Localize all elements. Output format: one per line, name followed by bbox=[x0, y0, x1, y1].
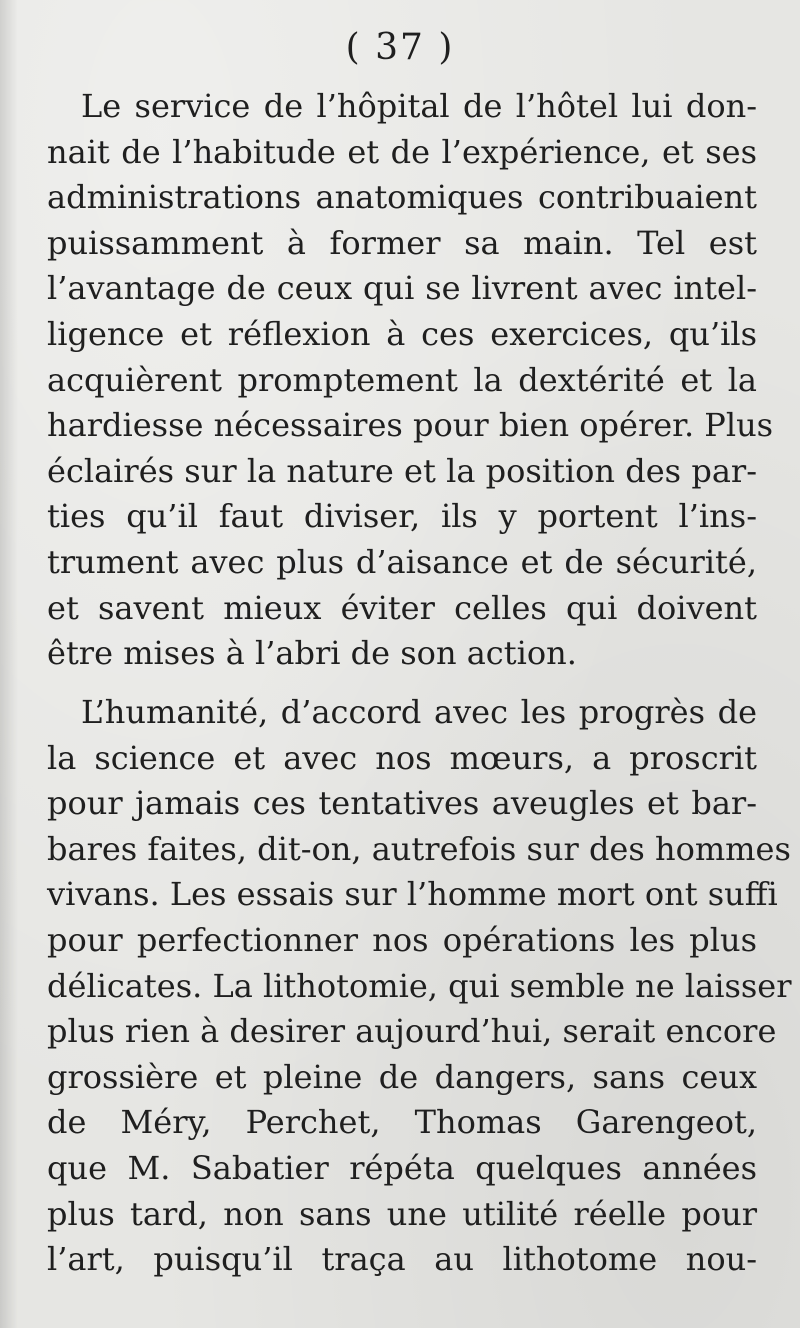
paragraph-1-line: éclairés sur la nature et la position des par- bbox=[47, 451, 757, 490]
paragraph-1 bbox=[47, 84, 774, 677]
paragraph-2-line: grossière et pleine de dangers, sans ceux bbox=[47, 1057, 757, 1096]
paragraph-1-line: et savent mieux éviter celles qui doivent bbox=[47, 588, 757, 627]
paragraph-2-line: pour perfectionner nos opérations les plus bbox=[47, 920, 757, 959]
paragraph-1-line: ligence et réflexion à ces exercices, qu’ils bbox=[47, 314, 757, 353]
paragraph-2-line: de Méry, Perchet, Thomas Garengeot, bbox=[47, 1103, 757, 1142]
paragraph-2-line: la science et avec nos mœurs, a proscrit bbox=[47, 738, 757, 777]
paragraph-2-line: plus rien à desirer aujourd’hui, serait encore bbox=[47, 1012, 777, 1051]
paragraph-1-line: hardiesse nécessaires pour bien opérer. Plus bbox=[47, 406, 774, 445]
paragraph-1-line: trument avec plus d’aisance et de sécurité, bbox=[47, 542, 757, 581]
paragraph-2-line: l’art, puisqu’il traça au lithotome nou- bbox=[47, 1240, 757, 1279]
paragraph-2-line: que M. Sabatier répéta quelques années bbox=[47, 1148, 757, 1187]
paragraph-2-line: L’humanité, d’accord avec les progrès de bbox=[81, 693, 757, 731]
paragraph-1-line: être mises à l’abri de son action. bbox=[47, 634, 577, 673]
paragraph-1-line: nait de l’habitude et de l’expérience, et ses bbox=[47, 132, 757, 171]
paragraph-2-line: plus tard, non sans une utilité réelle pour bbox=[47, 1194, 757, 1233]
paragraph-1-line: acquièrent promptement la dextérité et la bbox=[47, 360, 757, 399]
paragraph-2 bbox=[47, 690, 792, 1283]
paragraph-1-line: Le service de l’hôpital de l’hôtel lui don- bbox=[81, 87, 757, 125]
paragraph-2-line: vivans. Les essais sur l’homme mort ont suffi bbox=[47, 875, 778, 914]
paragraph-1-line: puissamment à former sa main. Tel est bbox=[47, 223, 757, 262]
paragraph-1-line: administrations anatomiques contribuaient bbox=[47, 178, 757, 217]
page-edge-shadow bbox=[0, 0, 18, 1328]
paragraph-1-line: l’avantage de ceux qui se livrent avec intel- bbox=[47, 269, 757, 308]
paragraph-2-line: bares faites, dit-on, autrefois sur des hommes bbox=[47, 829, 791, 868]
paragraph-2-line: délicates. La lithotomie, qui semble ne laisser bbox=[47, 966, 792, 1005]
paragraph-2-line: pour jamais ces tentatives aveugles et bar- bbox=[47, 784, 757, 823]
page-number: ( 37 ) bbox=[345, 27, 455, 68]
paragraph-1-line: ties qu’il faut diviser, ils y portent l’ins- bbox=[47, 497, 757, 536]
